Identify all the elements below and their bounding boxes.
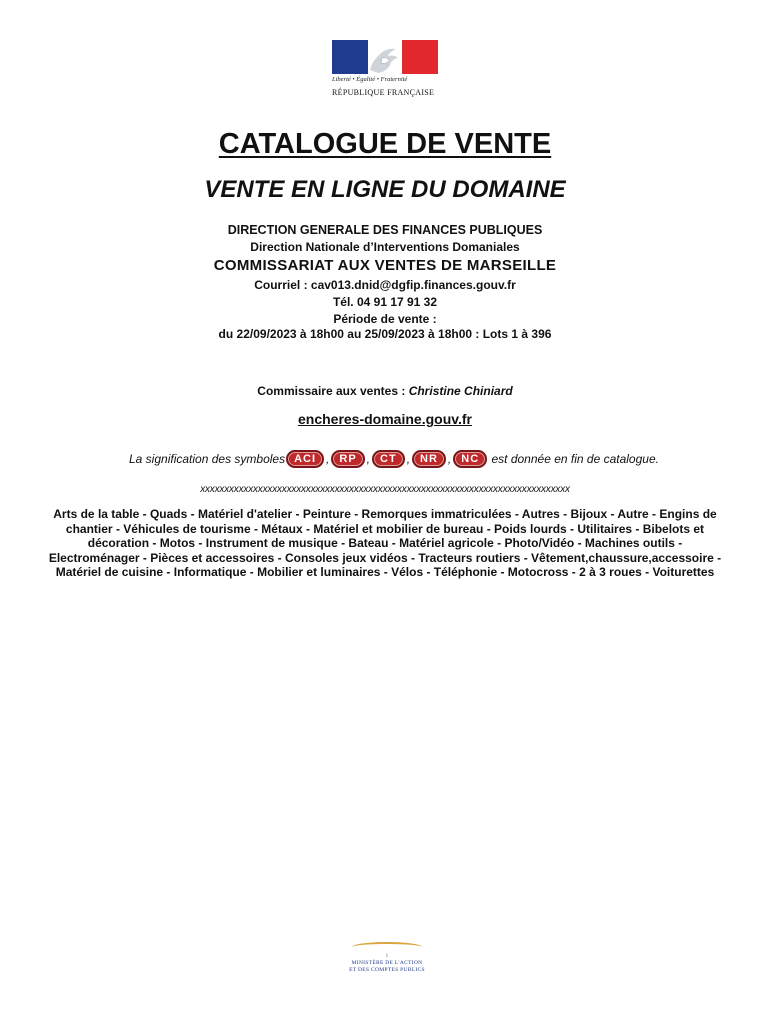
badge-rp: RP xyxy=(331,450,364,468)
website-link[interactable]: encheres-domaine.gouv.fr xyxy=(297,411,472,427)
catalogue-subtitle: VENTE EN LIGNE DU DOMAINE xyxy=(204,176,566,203)
commissaire-name: Christine Chiniard xyxy=(408,384,513,398)
commissaire-line xyxy=(0,384,770,398)
direction-name: DIRECTION GENERALE DES FINANCES PUBLIQUES xyxy=(227,223,543,237)
sale-period: du 22/09/2023 à 18h00 au 25/09/2023 à 18h00 : Lots 1 à 396 xyxy=(218,327,552,341)
marianne-profile-icon xyxy=(332,40,438,74)
separator-line: xxxxxxxxxxxxxxxxxxxxxxxxxxxxxxxxxxxxxxxxxxxxxxxxxxxxxxxxxxxxxxxxxxxxxxxxxxxxx xyxy=(200,484,570,495)
ministry-line1: MINISTÈRE DE L'ACTION xyxy=(351,960,423,966)
badge-nc: NC xyxy=(453,450,487,468)
ministry-arc-icon xyxy=(352,942,422,952)
marianne-logo xyxy=(332,40,438,102)
symbols-legend: La signification des symboles ACI , RP , CT , NR , NC est donnée en fin de catalogue. xyxy=(129,452,659,466)
contact-phone: Tél. 04 91 17 91 32 xyxy=(332,295,438,309)
sale-period-label: Période de vente : xyxy=(333,312,437,326)
badge-ct: CT xyxy=(372,450,405,468)
badge-aci: ACI xyxy=(286,450,324,468)
badge-nr: NR xyxy=(412,450,446,468)
page-number: 1 xyxy=(385,954,389,959)
catalogue-title: CATALOGUE DE VENTE xyxy=(218,128,552,160)
republic-motto: Liberté • Égalité • Fraternité xyxy=(332,76,408,83)
ministry-footer xyxy=(340,942,434,974)
symbols-prefix: La signification des symboles xyxy=(129,452,286,466)
republic-name: RÉPUBLIQUE FRANÇAISE xyxy=(332,88,435,97)
commissariat-name: COMMISSARIAT AUX VENTES DE MARSEILLE xyxy=(213,257,557,274)
categories-list: Arts de la table - Quads - Matériel d'atelier - Peinture - Remorques immatriculées - Autres - Bijoux - Autre - Engins de chantier - Véhicules de tourisme - Métaux - Matériel et mobilier de bureau - Poids lourds - Utilitaires - Bibelots et décoration - Motos - Instrument de musique - Bateau - Matériel agricole - Photo/Vidéo - Machines outils - Electroménager - Pièces et accessoires - Consoles jeux vidéos - Tracteurs routiers - Vêtement,chaussure,accessoire - Matériel de cuisine - Informatique - Mobilier et luminaires - Vélos - Téléphonie - Motocross - 2 à 3 roues - Voiturettes xyxy=(48,507,722,580)
commissaire-label: Commissaire aux ventes : xyxy=(257,384,409,398)
national-direction: Direction Nationale d’Interventions Domaniales xyxy=(250,240,520,254)
french-flag-icon xyxy=(332,40,438,74)
symbols-suffix: est donnée en fin de catalogue. xyxy=(488,452,659,466)
contact-email: Courriel : cav013.dnid@dgfip.finances.gouv.fr xyxy=(254,278,516,292)
ministry-line2: ET DES COMPTES PUBLICS xyxy=(349,967,425,973)
